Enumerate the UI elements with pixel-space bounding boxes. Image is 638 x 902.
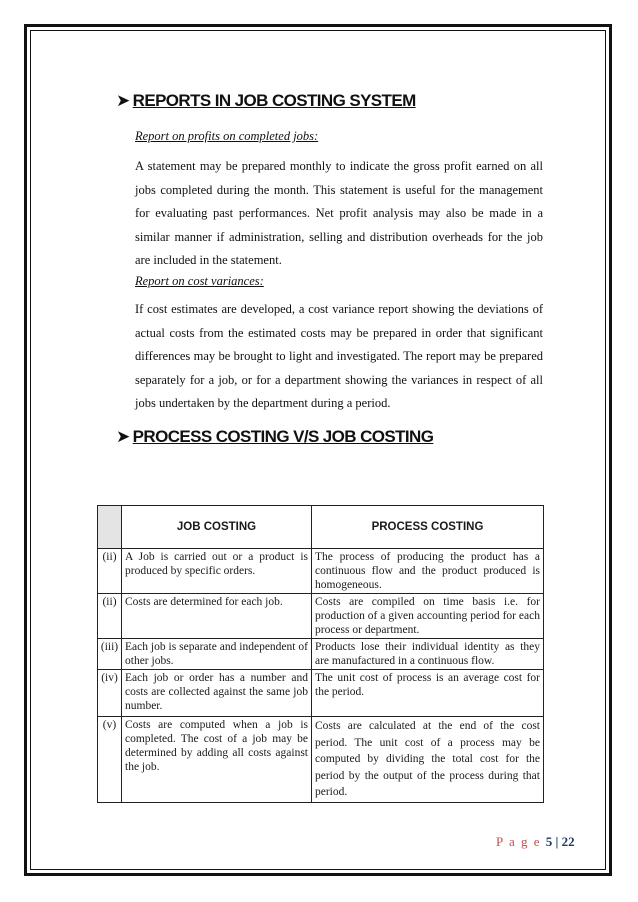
comparison-heading (116, 427, 433, 447)
page-footer (496, 834, 575, 850)
header-cell-job-costing: JOB COSTING (122, 506, 312, 549)
profits-subheading: Report on profits on completed jobs: (135, 129, 319, 143)
process-costing-cell: The unit cost of process is an average cost for the period. (312, 670, 544, 717)
table-row (98, 717, 544, 803)
job-costing-cell: Each job is separate and independent of other jobs. (122, 639, 312, 670)
process-costing-cell: The process of producing the product has a continuous flow and the product produced is homogeneous. (312, 549, 544, 594)
row-number: (ii) (98, 594, 122, 639)
arrow-bullet-icon: ➤ (116, 427, 130, 446)
header-cell-process-costing: PROCESS COSTING (312, 506, 544, 549)
job-costing-cell: A Job is carried out or a product is produced by specific orders. (122, 549, 312, 594)
table-row (98, 549, 544, 594)
job-costing-cell: Each job or order has a number and costs are collected against the same job number. (122, 670, 312, 717)
page-number: 5 | 22 (545, 834, 575, 849)
row-number: (ii) (98, 549, 122, 594)
comparison-table (97, 505, 544, 803)
variances-subheading: Report on cost variances: (135, 274, 264, 288)
process-costing-cell: Products lose their individual identity as they are manufactured in a continuous flow. (312, 639, 544, 670)
job-costing-cell: Costs are determined for each job. (122, 594, 312, 639)
variances-paragraph: If cost estimates are developed, a cost variance report showing the deviations of actual costs from the estimated costs may be prepared in order that significant differences may be brought to light and investigated. The report may be prepared separately for a job, or for a department showing the variances in respect of all jobs undertaken by the department during a period. (135, 302, 543, 411)
reports-heading (116, 91, 416, 111)
row-number: (iv) (98, 670, 122, 717)
table-row (98, 639, 544, 670)
table-header-row (98, 506, 544, 549)
header-cell-index (98, 506, 122, 549)
reports-heading-text: REPORTS IN JOB COSTING SYSTEM (132, 91, 416, 110)
comparison-heading-text: PROCESS COSTING V/S JOB COSTING (132, 427, 434, 446)
arrow-bullet-icon: ➤ (116, 91, 130, 110)
row-number: (v) (98, 717, 122, 803)
profits-paragraph: A statement may be prepared monthly to indicate the gross profit earned on all jobs completed during the month. This statement is useful for the management for evaluating past performances. Net profit analysis may also be made in a similar manner if administration, selling and distribution overheads for the job are included in the statement. (135, 159, 543, 268)
page-label: P a g e (496, 834, 542, 849)
table-row (98, 594, 544, 639)
job-costing-cell: Costs are computed when a job is completed. The cost of a job may be determined by adding all costs against the job. (122, 717, 312, 803)
table-row (98, 670, 544, 717)
process-costing-cell: Costs are calculated at the end of the cost period. The unit cost of a process may be computed by dividing the total cost for the period by the output of the process during that period. (312, 717, 544, 803)
row-number: (iii) (98, 639, 122, 670)
process-costing-cell: Costs are compiled on time basis i.e. for production of a given accounting period for each process or department. (312, 594, 544, 639)
